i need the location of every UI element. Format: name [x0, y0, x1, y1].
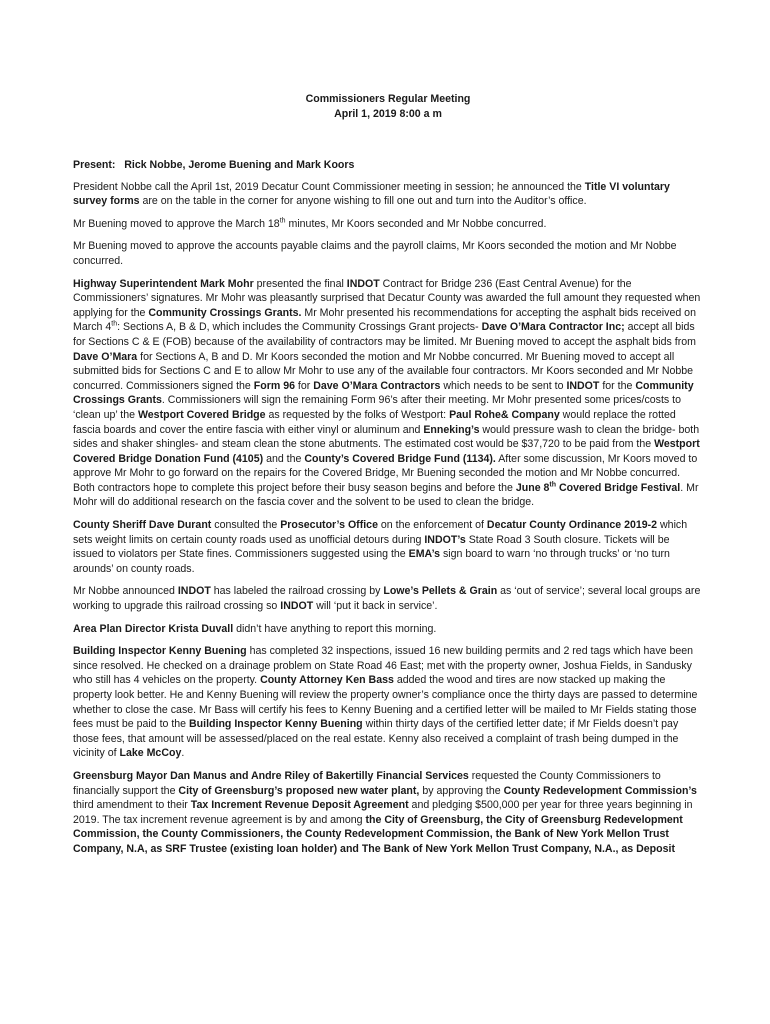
- bold-text: Dave O’Mara Contractors: [313, 379, 441, 392]
- body-text: . Mr Mohr will do additional research on the fascia cover and the solvent to be used to clean the bridge.: [73, 481, 699, 509]
- minutes-paragraph: [73, 180, 703, 209]
- bold-text: Area Plan Director Krista Duvall: [73, 622, 234, 635]
- bold-text: City of Greensburg’s proposed new water plant,: [178, 784, 420, 797]
- bold-text: Dave O’Mara: [73, 350, 138, 363]
- bold-text: Lowe’s Pellets & Grain: [383, 585, 498, 598]
- document-body: [73, 92, 703, 857]
- bold-text: Enneking’s: [423, 423, 480, 436]
- minutes-paragraph: [73, 239, 703, 268]
- minutes-paragraph: [73, 622, 703, 637]
- bold-text: the City of Greensburg, the City of Greensburg Redevelopment Commission, the County Commissioners, the County Redevelopment Commission, the Bank of New York Mellon Trust Company, N.A, as SRF Trustee (existing loan holder) and The Bank of New York Mellon Trust Company, N.A., as Deposit: [73, 813, 683, 855]
- bold-text: Form 96: [253, 379, 295, 392]
- present-names: Rick Nobbe, Jerome Buening and Mark Koors: [124, 159, 355, 171]
- bold-text: Prosecutor’s Office: [280, 519, 378, 532]
- body-text: presented the final: [253, 277, 347, 290]
- bold-text: Building Inspector Kenny Buening: [73, 645, 247, 658]
- body-text: . Commissioners will sign the remaining Form 96’s after their meeting. Mr Mohr presented some prices/costs to ‘clean up’ the: [73, 394, 681, 421]
- bold-text: June 8: [515, 481, 550, 494]
- body-text: for the: [599, 379, 636, 392]
- superscript-text: th: [111, 320, 118, 328]
- body-text: has completed 32 inspections, issued 16 new building permits and 2 red tags which have been since resolved. He checked on a drainage problem on State Road 46 East; met with the property owner, Joshua Fields, in Sandusky who still has 4 vehicles on the property.: [73, 645, 694, 687]
- meeting-date: April 1, 2019 8:00 a m: [334, 108, 442, 120]
- body-text: Mr Buening moved to approve the accounts payable claims and the payroll claims, Mr Koors seconded the motion and Mr Nobbe concurred.: [73, 240, 677, 267]
- body-text: third amendment to their: [73, 799, 191, 812]
- present-label: Present:: [73, 159, 116, 171]
- body-text: within thirty days of the certified letter date; if Mr Fields doesn’t pay those fees, that amount will be assessed/placed on the real estate. Kenny also received a complaint of trash being dumped in the vicinity of: [73, 718, 679, 760]
- bold-text: Paul Rohe& Company: [449, 408, 560, 421]
- body-text: as requested by the folks of Westport:: [265, 408, 450, 421]
- minutes-paragraph: [73, 644, 703, 761]
- bold-text: EMA’s: [408, 548, 441, 561]
- body-text: consulted the: [211, 519, 281, 532]
- minutes-paragraph: [73, 217, 703, 232]
- body-text: which needs to be sent to: [440, 379, 567, 392]
- minutes-paragraph: [73, 584, 703, 613]
- body-text: didn’t have anything to report this morning.: [233, 622, 437, 635]
- body-text: President Nobbe call the April 1st, 2019 Decatur Count Commissioner meeting in session; he announced the: [73, 180, 585, 193]
- body-text: Mr Nobbe announced: [73, 585, 178, 598]
- bold-text: Dave O’Mara Contractor Inc;: [481, 321, 625, 334]
- bold-text: INDOT: [280, 600, 314, 613]
- body-text: Contract for Bridge 236 (East Central Avenue) for the Commissioners’ signatures. Mr Mohr was pleasantly surprised that Decatur County was awarded the full amount they requested when applying for the: [73, 277, 701, 319]
- bold-text: Westport Covered Bridge Donation Fund (4105): [73, 438, 700, 465]
- body-text: .: [181, 747, 185, 760]
- body-text: requested the County Commissioners to financially support the: [73, 769, 661, 797]
- bold-text: Building Inspector Kenny Buening: [189, 718, 363, 731]
- meeting-title: Commissioners Regular Meeting: [305, 93, 471, 105]
- bold-text: Title VI voluntary survey forms: [73, 180, 670, 208]
- body-text: and the: [263, 452, 305, 465]
- bold-text: County Sheriff Dave Durant: [73, 519, 212, 532]
- bold-text: Community Crossings Grants.: [148, 306, 302, 319]
- attendance-line: [73, 158, 703, 173]
- bold-text: Community Crossings Grants: [73, 379, 694, 407]
- bold-text: Tax Increment Revenue Deposit Agreement: [190, 799, 409, 812]
- bold-text: Highway Superintendent Mark Mohr: [73, 277, 254, 290]
- body-text: would pressure wash to clean the bridge- both sides and shaker shingles- and steam clean the stone abutments. The estimated cost would be $37,720 to be paid from the: [73, 423, 700, 451]
- body-text: by approving the: [419, 784, 504, 797]
- bold-text: INDOT: [177, 585, 211, 598]
- bold-text: Lake McCoy: [119, 747, 182, 760]
- body-text: Mr Buening moved to approve the March 18: [73, 217, 280, 230]
- body-text: State Road 3 South closure. Tickets will be issued to violators per State fines. Commissioners suggested using the: [73, 533, 670, 561]
- bold-text: Greensburg Mayor Dan Manus and Andre Riley of Bakertilly Financial Services: [73, 769, 469, 782]
- minutes-paragraph: [73, 277, 703, 511]
- bold-text: County Attorney Ken Bass: [260, 674, 394, 687]
- body-text: for Sections A, B and D. Mr Koors seconded the motion and Mr Nobbe concurred. Mr Buening moved to accept all submitted bids for Sections C and E to allow Mr Mohr to use any of the available four contractors. Mr Koors seconded and Mr Nobbe concurred. Commissioners signed the: [73, 350, 694, 392]
- body-text: will ‘put it back in service’.: [313, 600, 438, 613]
- bold-text: Covered Bridge Festival: [556, 481, 681, 494]
- body-text: minutes, Mr Koors seconded and Mr Nobbe concurred.: [285, 217, 547, 230]
- bold-text: INDOT: [566, 379, 600, 392]
- body-text: accept all bids for Sections C & E (FOB) because of the availability of contractors may be limited. Mr Buening moved to accept the asphalt bids from: [73, 321, 696, 348]
- body-text: would replace the rotted fascia boards and cover the entire fascia with either vinyl or aluminum and: [73, 408, 676, 436]
- body-text: as ‘out of service’; several local groups are working to upgrade this railroad crossing so: [73, 585, 701, 613]
- bold-text: INDOT’s: [424, 533, 466, 546]
- body-text: Mr Mohr presented his recommendations for accepting the asphalt bids received on March 4: [73, 306, 696, 334]
- bold-text: th: [549, 481, 557, 489]
- bold-text: Westport Covered Bridge: [137, 408, 266, 421]
- superscript-text: th: [279, 217, 286, 225]
- minutes-paragraph: [73, 518, 703, 576]
- body-text: : Sections A, B & D, which includes the Community Crossings Grant projects-: [117, 321, 482, 334]
- bold-text: INDOT: [346, 277, 380, 290]
- body-text: added the wood and tires are now stacked up making the property look better. He and Kenny Buening will review the property owner’s compliance once the thirty days are passed to determine whether to close the case. Mr Bass will certify his fees to Kenny Buening and a certified letter will be mailed to Mr Fields stating those fees must be paid to the: [73, 674, 698, 731]
- bold-text: County Redevelopment Commission’s: [503, 784, 697, 797]
- body-text: sign board to warn ‘no through trucks’ or ‘no turn arounds’ on county roads.: [73, 548, 670, 575]
- body-text: for: [294, 379, 314, 392]
- bold-text: Decatur County Ordinance 2019-2: [486, 519, 658, 532]
- body-text: After some discussion, Mr Koors moved to approve Mr Mohr to go forward on the repairs for the Covered Bridge, Mr Buening seconded the motion and Mr Nobbe concurred. Both contractors hope to complete this project before their busy season begins and before the: [73, 452, 698, 494]
- body-text: which sets weight limits on certain county roads used as unofficial detours during: [73, 519, 688, 546]
- bold-text: County’s Covered Bridge Fund (1134).: [304, 452, 496, 465]
- body-text: and pledging $500,000 per year for three years beginning in 2019. The tax increment revenue agreement is by and among: [73, 799, 693, 826]
- body-text: are on the table in the corner for anyone wishing to fill one out and turn into the Auditor’s office.: [139, 195, 587, 208]
- minutes-paragraphs: [73, 180, 703, 857]
- body-text: has labeled the railroad crossing by: [210, 585, 384, 598]
- minutes-paragraph: [73, 769, 703, 857]
- body-text: on the enforcement of: [377, 519, 487, 532]
